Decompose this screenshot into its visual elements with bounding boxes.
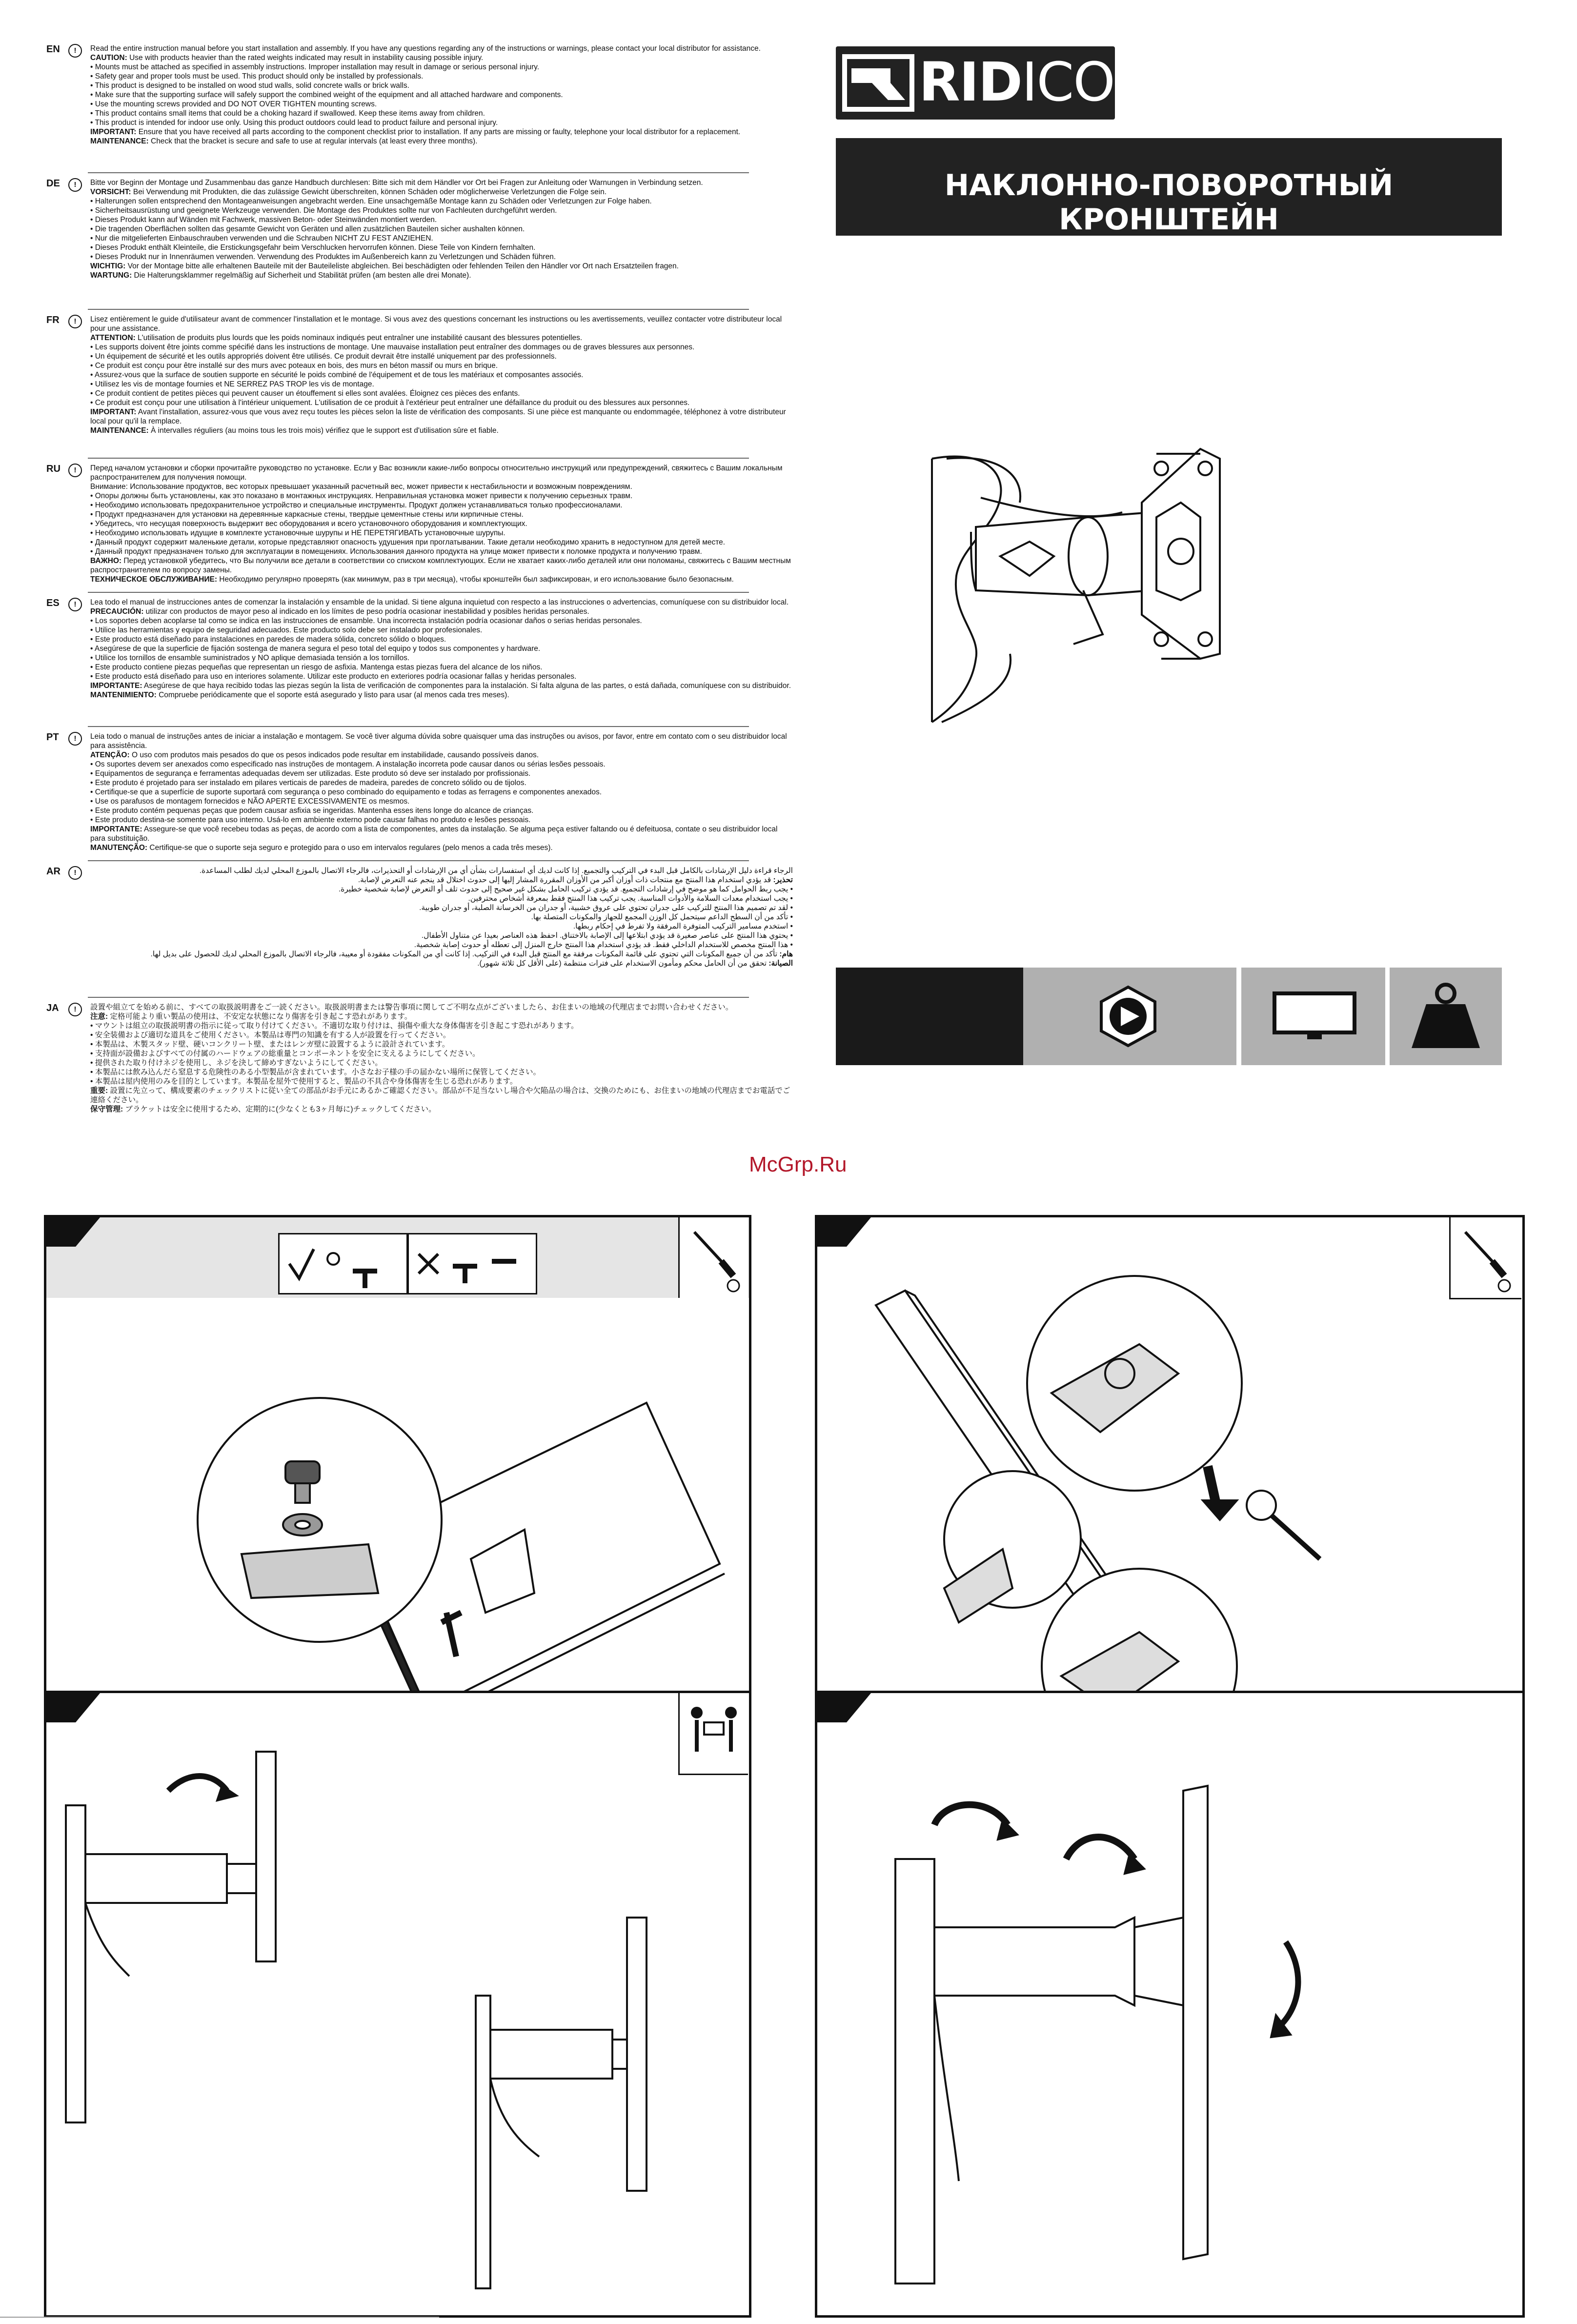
instruction-line: Lisez entièrement le guide d'utilisateur avant de commencer l'installation et le montage. Si vous avez des questions concernant les instructions ou les avertissements, veuillez contacter votre distributeur local pour une assistance. — [90, 315, 782, 333]
instruction-line: IMPORTANTE: Assegure-se que você recebeu todas as peças, de acordo com a lista de componentes, antes da instalação. Se alguma peça estiver faltando ou é defeituosa, contate o seu distribuidor local para substituição. — [90, 825, 778, 843]
instruction-line: • Este producto está diseñado para instalaciones en paredes de madera sólida, concreto sólido o bloques. — [90, 635, 446, 644]
instruction-line: 設置や組立てを始める前に、すべての取扱説明書をご一読ください。取扱説明書または警告事項に関してご不明な点がございましたら、お住まいの地域の代理店までお問い合わせください。 — [90, 1003, 733, 1011]
weight-box — [1390, 968, 1502, 1065]
instruction-line: • Данный продукт содержит маленькие детали, которые представляют опасность удушения при проглатывании. Такие детали необходимо хранить в недоступном для детей месте. — [90, 538, 726, 546]
lang-text — [90, 732, 793, 852]
instruction-line: WARTUNG: Die Halterungsklammer regelmäßig auf Sicherheit und Stabilität prüfen (am besten alle drei Monate). — [90, 271, 471, 280]
instruction-line: • Utilice los tornillos de ensamble suministrados y NO aplique demasiada tensión a los tornillos. — [90, 654, 410, 662]
lang-text — [90, 464, 793, 584]
instruction-line: MANUTENÇÃO: Certifique-se que o suporte seja seguro e protegido para o uso em intervalos regulares (pelo menos a cada três meses). — [90, 844, 553, 852]
instruction-line: ATTENTION: L'utilisation de produits plus lourds que les poids nominaux indiqués peut entraîner une instabilité causant des blessures potentielles. — [90, 334, 583, 342]
instruction-line: • Este producto está diseñado para uso en interiores solamente. Utilizar este producto en exteriores podría ocasionar fallas y heridas personales. — [90, 672, 577, 681]
lang-code: JA — [46, 1003, 59, 1013]
black-square-box — [836, 968, 1024, 1065]
instruction-line: IMPORTANT: Avant l'installation, assurez-vous que vous avez reçu toutes les pièces selon la liste de vérification des composants. Si une pièce est manquante ou endommagée, téléphonez à votre distributeur local pour qu'il la remplace. — [90, 408, 786, 425]
screwdriver-icon — [678, 1217, 748, 1298]
section-divider — [88, 997, 749, 998]
instruction-line: • Equipamentos de segurança e ferramentas adequadas devem ser utilizadas. Este produto só deve ser instalado por profissionais. — [90, 769, 531, 778]
lang-code: FR — [46, 315, 60, 325]
instruction-line: IMPORTANTE: Asegúrese de que haya recibido todas las piezas según la lista de verificación de componentes para la instalación. Si falta alguna de las partes, o está dañada, comuníquese con su distribuidor. — [90, 682, 791, 690]
instruction-line: هام: تأكد من أن جميع المكونات التي تحتوي على قائمة المكونات مرفقة مع المنتج قبل البدء في التركيب. إذا كانت أي من المكونات مفقودة أو معيبة، فالرجاء الاتصال بالموزع المحلي لديك للحصول على بديل لها. — [150, 950, 793, 958]
instruction-line: • Ce produit est conçu pour une utilisation à l'intérieur uniquement. L'utilisation de ce produit à l'extérieur peut entraîner une défaillance du produit ou des blessures aux personnes. — [90, 399, 690, 407]
instruction-line: • Use os parafusos de montagem fornecidos e NÃO APERTE EXCESSIVAMENTE os mesmos. — [90, 797, 410, 806]
lang-code: AR — [46, 866, 61, 877]
instruction-line: • يجب استخدام معدات السلامة والأدوات المناسبة. يجب تركيب هذا المنتج فقط بمعرفة أشخاص محترفين. — [468, 894, 793, 903]
instruction-line: • 提供された取り付けネジを使用し、ネジを決して締めすぎないようにしてください。 — [90, 1059, 383, 1067]
cross-screw-icon — [407, 1233, 537, 1294]
bracket-product-illustration — [927, 429, 1230, 742]
hang-monitor-illustration — [61, 1742, 744, 2303]
instruction-line: • يحتوي هذا المنتج على عناصر صغيرة قد يؤدي ابتلاعها إلى الإصابة بالاختناق. احفظ هذه العناصر بعيدا عن متناول الأطفال. — [421, 931, 793, 940]
instruction-line: • تأكد من أن السطح الداعم سيتحمل كل الوزن المجمع للجهاز والمكونات المتصلة بها. — [531, 913, 793, 921]
instruction-line: • Los soportes deben acoplarse tal como se indica en las instrucciones de ensamble. Una incorrecta instalación podría ocasionar daños o serias heridas personales. — [90, 617, 642, 625]
instruction-line: • Safety gear and proper tools must be used. This product should only be installed by professionals. — [90, 72, 424, 81]
instruction-line: • استخدم مسامير التركيب المتوفرة المرفقة ولا تفرط في إحكام ربطها. — [573, 922, 793, 930]
lang-text — [90, 866, 793, 968]
instruction-line: ТЕХНИЧЕСКОЕ ОБСЛУЖИВАНИЕ: Необходимо регулярно проверять (как минимум, раз в три месяца), чтобы кронштейн был зафиксирован, и его использование было безопасным. — [90, 575, 734, 584]
instruction-line: • Este produto contém pequenas peças que podem causar asfixia se ingeridas. Mantenha esses itens longe do alcance de crianças. — [90, 807, 534, 815]
instruction-line: Leia todo o manual de instruções antes de iniciar a instalação e montagem. Se você tiver alguma dúvida sobre quaisquer uma das instruções ou avisos, por favor, entre em contato com o seu distribuidor local para assistência. — [90, 732, 787, 750]
instruction-line: • Данный продукт предназначен только для эксплуатации в помещениях. Использования данного продукта на улице может привести к поломке продукта и получению травм. — [90, 547, 702, 556]
instruction-line: • Sicherheitsausrüstung und geeignete Werkzeuge verwenden. Die Montage des Produktes sollte nur von Fachleuten durchgeführt werden. — [90, 206, 557, 215]
instruction-line: ATENÇÃO: O uso com produtos mais pesados do que os pesos indicados pode resultar em instabilidade, causando possíveis danos. — [90, 751, 539, 759]
instruction-line: MAINTENANCE: Check that the bracket is secure and safe to use at regular intervals (at least every three months). — [90, 137, 478, 145]
warning-icon: ! — [68, 315, 82, 328]
instruction-line: ВАЖНО: Перед установкой убедитесь, что Вы получили все детали в соответствии со списком комплектующих. Если не хватает каких-либо деталей или они поломаны, свяжитесь с Вашим местным распространителем по вопросу замены. — [90, 557, 791, 574]
product-title-bar — [836, 138, 1502, 236]
lang-code: DE — [46, 178, 60, 189]
instruction-line: CAUTION: Use with products heavier than the rated weights indicated may result in instability causing possible injury. — [90, 54, 484, 62]
screwdriver-icon — [1449, 1217, 1521, 1299]
warning-icon: ! — [68, 1003, 82, 1016]
watermark: McGrp.Ru — [749, 1152, 847, 1176]
instruction-line: • Продукт предназначен для установки на деревянные каркасные стены, твердые цементные стены или кирпичные стены. — [90, 510, 524, 519]
tv-box — [1241, 968, 1385, 1065]
instruction-line: 注意: 定格可能より重い製品の使用は、不安定な状態になり傷害を引き起こす恐れがあります。 — [90, 1012, 412, 1021]
warning-icon: ! — [68, 732, 82, 746]
lang-text — [90, 1003, 793, 1114]
step-number-tab — [817, 1693, 871, 1722]
instruction-line: • Mounts must be attached as specified in assembly instructions. Improper installation may result in damage or serious personal injury. — [90, 63, 540, 71]
instruction-line: • Assurez-vous que la surface de soutien supporte en sécurité le poids combiné de l'équipement et de tous les matériaux et composantes associés. — [90, 371, 584, 379]
step-panel-3 — [44, 1691, 751, 2318]
instruction-line: WICHTIG: Vor der Montage bitte alle erhaltenen Bauteile mit der Bauteileliste abgleichen. Bei beschädigten oder fehlenden Teilen den Händler vor Ort nach Ersatzteilen fragen. — [90, 262, 679, 270]
instruction-line: 保守管理: ブラケットは安全に使用するため、定期的に(少なくとも3ヶ月毎に)チェックしてください。 — [90, 1105, 436, 1113]
lang-text — [90, 44, 793, 146]
instruction-line: • Certifique-se que a superfície de suporte suportará com segurança o peso combinado do equipamento e todas as ferragens e componentes anexados. — [90, 788, 602, 796]
section-divider — [88, 458, 749, 459]
step-number-tab — [817, 1217, 871, 1247]
instruction-line: • Nur die mitgelieferten Einbauschrauben verwenden und die Schrauben NICHT ZU FEST ANZIEHEN. — [90, 234, 433, 243]
instruction-line: Перед началом установки и сборки прочитайте руководство по установке. Если у Вас возникли какие-либо вопросы относительно инструкций или предупреждений, свяжитесь с Вашим локальным распространителем для получения помощи. — [90, 464, 783, 482]
instruction-line: • Die tragenden Oberflächen sollten das gesamte Gewicht von Geräten und allen zusätzlichen Bauteilen sicher aushalten können. — [90, 225, 525, 233]
instruction-line: • Dieses Produkt enthält Kleinteile, die Erstickungsgefahr beim Verschlucken hervorrufen können. Diese Teile von Kindern fernhalten. — [90, 243, 536, 252]
instruction-line: • 支持面が設備およびすべての付属のハードウェアの総重量とコンポーネントを安全に支えるようにしてください。 — [90, 1050, 480, 1058]
instruction-line: MANTENIMIENTO: Compruebe periódicamente que el soporte está asegurado y listo para usar (al menos cada tres meses). — [90, 691, 509, 699]
logo-wordmark: RIDICON — [919, 51, 1154, 113]
instruction-line: PRECAUCIÓN: utilizar con productos de mayor peso al indicado en los límites de peso podría ocasionar inestabilidad y posibles heridas personales. — [90, 607, 589, 616]
instruction-line: تحذير: قد يؤدي استخدام هذا المنتج مع منتجات ذات أوزان أكبر من الأوزان المقررة المشار إليها إلى حدوث اختلال قد ينجم عنه التعرض لإصابة. — [358, 876, 793, 884]
bottom-rule — [0, 2317, 439, 2318]
instruction-line: Внимание: Использование продуктов, вес которых превышает указанный расчетный вес, может привести к нестабильности и возможным повреждениям. — [90, 483, 632, 491]
check-screw-washer-icon — [278, 1233, 408, 1294]
warning-icon: ! — [68, 866, 82, 880]
ridicon-logo — [836, 46, 1154, 120]
section-divider — [88, 726, 749, 727]
lang-code: ES — [46, 598, 60, 608]
instruction-line: • Make sure that the supporting surface will safely support the combined weight of the equipment and all attached hardware and components. — [90, 91, 563, 99]
lang-code: EN — [46, 44, 60, 55]
step-panel-4 — [815, 1691, 1525, 2318]
warning-icon: ! — [68, 178, 82, 192]
instruction-line: • Необходимо использовать идущие в комплекте установочные шурупы и НЕ ПЕРЕТЯГИВАТЬ установочные шурупы. — [90, 529, 505, 537]
instruction-line: • This product is designed to be installed on wood stud walls, solid concrete walls or brick walls. — [90, 81, 409, 90]
section-divider — [88, 860, 749, 861]
instruction-line: • Убедитесь, что несущая поверхность выдержит вес оборудования и всего установочного оборудования и комплектующих. — [90, 520, 527, 528]
instruction-line: • Os suportes devem ser anexados como especificado nas instruções de montagem. A instalação incorreta pode causar danos ou sérias lesões pessoais. — [90, 760, 606, 768]
instruction-line: الرجاء قراءة دليل الإرشادات بالكامل قبل البدء في التركيب والتجميع. إذا كانت لديك أي استفسارات بشأن أي من الإرشادات أو التحذيرات، فالرجاء الاتصال بالموزع المحلي لديك لطلب المساعدة. — [199, 867, 793, 875]
instruction-line: • لقد تم تصميم هذا المنتج للتركيب على جدران تحتوي على عروق خشبية، أو جدران من الخرسانة الصلبة، أو جدران طوبية. — [419, 904, 793, 912]
instruction-line: • 本製品は、木製スタッド壁、硬いコンクリート壁、またはレンガ壁に設置するように設計されています。 — [90, 1040, 450, 1049]
instruction-line: • Опоры должны быть установлены, как это показано в монтажных инструкциях. Неправильная установка может привести к получению серьезных травм. — [90, 492, 633, 500]
instruction-line: • Este produto é projetado para ser instalado em pilares verticais de paredes de madeira, paredes de concreto sólido ou de tijolos. — [90, 779, 526, 787]
instruction-line: IMPORTANT: Ensure that you have received all parts according to the component checklist prior to installation. If any parts are missing or faulty, telephone your local distributor for a replacement. — [90, 128, 741, 136]
section-divider — [88, 309, 749, 310]
instruction-line: • Este producto contiene piezas pequeñas que representan un riesgo de asfixia. Mantenga estas piezas fuera del alcance de los niños. — [90, 663, 543, 671]
tilt-swivel-adjust-illustration — [890, 1742, 1476, 2303]
instruction-line: Read the entire instruction manual before you start installation and assembly. If you have any questions regarding any of the instructions or warnings, please contact your local distributor for assistance. — [90, 44, 761, 53]
instruction-line: • Halterungen sollen entsprechend den Montageanweisungen angebracht werden. Eine unsachgemäße Montage kann zu Schäden oder Verletzungen zur Folge haben. — [90, 197, 652, 205]
instruction-line: • Un équipement de sécurité et les outils appropriés doivent être utilisés. Ce produit devrait être installé uniquement par des professionnels. — [90, 352, 557, 361]
lang-text — [90, 315, 793, 435]
instruction-line: • マウントは組立の取扱説明書の指示に従って取り付けてください。不適切な取り付けは、損傷や重大な身体傷害を引き起こす恐れがあります。 — [90, 1022, 579, 1030]
instruction-line: • Este produto destina-se somente para uso interno. Usá-lo em ambiente externo pode causar falhas no produto e lesões pessoais. — [90, 816, 531, 824]
instruction-line: • Utilisez les vis de montage fournies et NE SERREZ PAS TROP les vis de montage. — [90, 380, 374, 388]
instruction-line: • يجب ربط الحوامل كما هو موضح في إرشادات التجميع. قد يؤدي تركيب الحامل بشكل غير صحيح إلى حدوث تلف أو التعرض لإصابة شخصية خطيرة. — [338, 885, 793, 893]
instruction-line: MAINTENANCE: À intervalles réguliers (au moins tous les trois mois) vérifiez que le support est d'utilisation sûre et fiable. — [90, 426, 499, 435]
weight-icon — [1407, 980, 1485, 1053]
tv-monitor-icon — [1271, 990, 1358, 1043]
instruction-line: • Use the mounting screws provided and DO NOT OVER TIGHTEN mounting screws. — [90, 100, 377, 108]
product-title: НАКЛОННО-ПОВОРОТНЫЙ КРОНШТЕЙН — [944, 168, 1394, 237]
instruction-line: • 本製品は屋内使用のみを目的としています。本製品を屋外で使用すると、製品の不具合や身体傷害を生じる恐れがあります。 — [90, 1077, 518, 1086]
instruction-line: • This product contains small items that could be a choking hazard if swallowed. Keep these items away from children. — [90, 109, 485, 118]
lang-code: RU — [46, 464, 61, 474]
step-number-tab — [46, 1693, 100, 1722]
instruction-line: • 安全装備および適切な道具をご使用ください。本製品は専門の知識を有する人が設置を行ってください。 — [90, 1031, 451, 1039]
section-divider — [88, 592, 749, 593]
instruction-line: • 本製品には飲み込んだら窒息する危険性のある小型製品が含まれています。小さなお子様の手の届かない場所に保管してください。 — [90, 1068, 541, 1076]
warning-icon: ! — [68, 44, 82, 58]
warning-icon: ! — [68, 464, 82, 477]
warning-icon: ! — [68, 598, 82, 611]
anti-tilt-hex-icon — [1096, 985, 1160, 1048]
section-divider — [88, 172, 749, 173]
instruction-line: • This product is intended for indoor use only. Using this product outdoors could lead to product failure and personal injury. — [90, 119, 498, 127]
instruction-line: • Asegúrese de que la superficie de fijación sostenga de manera segura el peso total del equipo y todos sus componentes y hardware. — [90, 645, 541, 653]
instruction-line: • Ce produit est conçu pour être installé sur des murs avec poteaux en bois, des murs en béton massif ou murs en brique. — [90, 362, 498, 370]
instruction-line: • Les supports doivent être joints comme spécifié dans les instructions de montage. Une mauvaise installation peut entraîner des dommages ou de graves blessures aux personnes. — [90, 343, 695, 351]
lang-text — [90, 598, 793, 700]
lang-code: PT — [46, 732, 59, 743]
step-number-tab — [46, 1217, 100, 1247]
instruction-line: • Dieses Produkt kann auf Wänden mit Fachwerk, massiven Beton- oder Steinwänden montiert werden. — [90, 216, 437, 224]
instruction-line: 重要: 設置に先立って、構成要素のチェックリストに従い全ての部品がお手元にあるかご確認ください。部品が不足当ないし場合や欠陥品の場合は、交換のためにも、お住まいの地域の代理店までお電話でご連絡ください。 — [90, 1087, 790, 1104]
lang-text — [90, 178, 793, 280]
anti-tilt-box — [1023, 968, 1236, 1065]
instruction-line: Bitte vor Beginn der Montage und Zusammenbau das ganze Handbuch durchlesen: Bitte sich mit dem Händler vor Ort bei Fragen zur Anleitung oder Warnungen in Verbindung setzen. — [90, 179, 703, 187]
instruction-line: الصيانة: تحقق من أن الحامل محكم ومأمون الاستخدام على فترات منتظمة (على الأقل كل ثلاثة شهور). — [477, 959, 793, 968]
instruction-line: • Необходимо использовать предохранительное устройство и специальные инструменты. Продукт должен устанавливаться только профессионалами. — [90, 501, 623, 509]
instruction-line: • هذا المنتج مخصص للاستخدام الداخلي فقط. قد يؤدي استخدام هذا المنتج خارج المنزل إلى تعطله أو حدوث إصابة شخصية. — [414, 941, 793, 949]
logo-mark-icon — [842, 54, 915, 112]
instruction-line: Lea todo el manual de instrucciones antes de comenzar la instalación y ensamble de la unidad. Si tiene alguna inquietud con respecto a las instrucciones o advertencias, comuníquese con su distribuidor local. — [90, 598, 789, 606]
instruction-line: • Dieses Produkt nur in Innenräumen verwenden. Verwendung des Produktes im Außenbereich kann zu Verletzungen und Schäden führen. — [90, 253, 556, 261]
instruction-line: VORSICHT: Bei Verwendung mit Produkten, die das zulässige Gewicht überschreiten, können Schäden oder möglicherweise Verletzungen die Folge sein. — [90, 188, 607, 196]
instruction-line: • Utilice las herramientas y equipo de seguridad adecuados. Este producto solo debe ser instalado por profesionales. — [90, 626, 483, 634]
instruction-line: • Ce produit contient de petites pièces qui peuvent causer un étouffement si elles sont avalées. Éloignez ces pièces des enfants. — [90, 389, 520, 398]
